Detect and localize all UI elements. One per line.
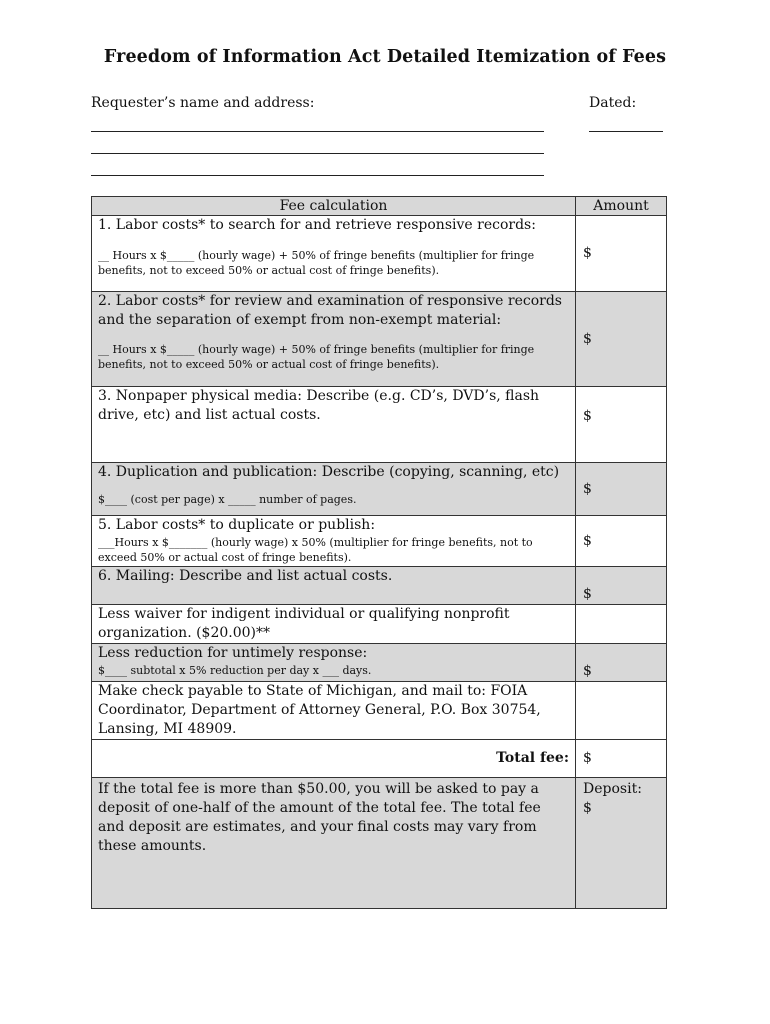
fee-row-review-labor: [92, 292, 667, 387]
amount-field[interactable]: $: [583, 480, 592, 497]
row-description: Less reduction for untimely response:: [98, 645, 368, 661]
payment-instructions-row: [92, 682, 667, 740]
header-fee-calculation: Fee calculation: [92, 197, 576, 216]
dated-label: Dated:: [589, 95, 637, 111]
row-description: 6. Mailing: Describe and list actual costs.: [98, 568, 393, 584]
deposit-field[interactable]: $: [583, 800, 592, 816]
row-detail: $____ (cost per page) x _____ number of pages.: [98, 493, 357, 506]
fee-row-mailing: [92, 567, 667, 605]
table-header-row: [92, 197, 667, 216]
fee-row-search-labor: [92, 216, 667, 292]
row-description: 3. Nonpaper physical media: Describe (e.g. CD’s, DVD’s, flash drive, etc) and list actual costs.: [98, 388, 540, 423]
deposit-label: Deposit:: [583, 781, 642, 797]
row-description: 5. Labor costs* to duplicate or publish:: [98, 517, 376, 533]
payment-instructions: Make check payable to State of Michigan, and mail to: FOIA Coordinator, Department of Attorney General, P.O. Box 30754, Lansing, MI 48909.: [98, 683, 541, 737]
amount-field[interactable]: $: [583, 532, 592, 549]
row-detail: $____ subtotal x 5% reduction per day x ___ days.: [98, 664, 372, 677]
total-fee-label: Total fee:: [496, 750, 569, 766]
requester-line-3[interactable]: [91, 175, 544, 176]
fee-table: [91, 196, 667, 909]
amount-field[interactable]: $: [583, 663, 592, 679]
deposit-row: [92, 778, 667, 909]
requester-line-1[interactable]: [91, 131, 544, 132]
total-fee-row: [92, 740, 667, 778]
row-detail: __ Hours x $_____ (hourly wage) + 50% of fringe benefits (multiplier for fringe benefits, not to exceed 50% or actual cost of fringe benefits).: [98, 343, 535, 371]
amount-field[interactable]: $: [583, 245, 592, 261]
header-amount: Amount: [576, 197, 667, 216]
fee-row-duplicate-labor: [92, 516, 667, 567]
row-detail: ___Hours x $_______ (hourly wage) x 50% (multiplier for fringe benefits, not to exceed 50% or actual cost of fringe benefits).: [98, 536, 533, 564]
fee-row-waiver: [92, 605, 667, 644]
document-title: Freedom of Information Act Detailed Itemization of Fees: [103, 47, 667, 67]
fee-row-physical-media: [92, 387, 667, 463]
requester-label: Requester’s name and address:: [91, 95, 315, 111]
row-description: 2. Labor costs* for review and examination of responsive records and the separation of exempt from non-exempt material:: [98, 293, 562, 328]
row-description: 1. Labor costs* to search for and retrieve responsive records:: [98, 217, 536, 233]
row-description: Less waiver for indigent individual or qualifying nonprofit organization. ($20.00)**: [98, 606, 510, 641]
fee-row-duplication: [92, 463, 667, 516]
amount-field[interactable]: $: [583, 330, 592, 347]
amount-field[interactable]: $: [583, 408, 592, 424]
requester-line-2[interactable]: [91, 153, 544, 154]
row-description: 4. Duplication and publication: Describe (copying, scanning, etc): [98, 464, 560, 480]
total-fee-field[interactable]: $: [583, 750, 592, 766]
dated-line[interactable]: [589, 131, 663, 132]
fee-row-untimely-reduction: [92, 644, 667, 682]
row-detail: __ Hours x $_____ (hourly wage) + 50% of fringe benefits (multiplier for fringe benefits, not to exceed 50% or actual cost of fringe benefits).: [98, 249, 535, 277]
deposit-notice: If the total fee is more than $50.00, you will be asked to pay a deposit of one-half of the amount of the total fee. The total fee and deposit are estimates, and your final costs may vary from these amounts.: [98, 781, 541, 854]
amount-field[interactable]: $: [583, 586, 592, 602]
